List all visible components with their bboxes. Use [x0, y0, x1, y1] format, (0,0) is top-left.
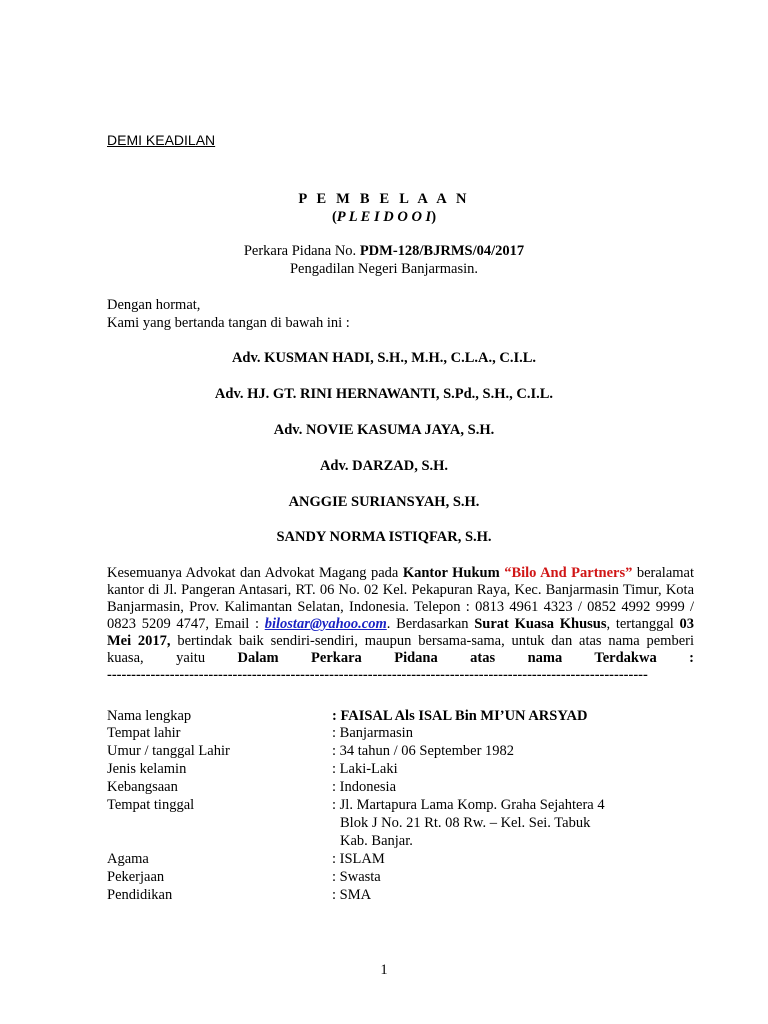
- identity-value: : FAISAL Als ISAL Bin MI’UN ARSYAD: [332, 708, 588, 724]
- advocate-name: ANGGIE SURIANSYAH, S.H.: [288, 494, 480, 510]
- advocate-name: Adv. DARZAD, S.H.: [319, 458, 449, 474]
- identity-row: [107, 743, 707, 761]
- identity-value: : Swasta: [332, 869, 381, 885]
- identity-label: Umur / tanggal Lahir: [107, 743, 230, 759]
- case-number-line: Perkara Pidana No. PDM-128/BJRMS/04/2017: [243, 243, 525, 259]
- advocate-name: Adv. HJ. GT. RINI HERNAWANTI, S.Pd., S.H., C.I.L.: [214, 386, 554, 402]
- identity-value: : SMA: [332, 887, 372, 903]
- identity-row: [107, 869, 707, 887]
- advocate-name: Adv. KUSMAN HADI, S.H., M.H., C.L.A., C.I.L.: [231, 350, 537, 366]
- identity-row: [107, 797, 707, 815]
- identity-label: Jenis kelamin: [107, 761, 187, 777]
- identity-value: : Indonesia: [332, 779, 397, 795]
- identity-row: [107, 708, 707, 726]
- identity-value: : Banjarmasin: [332, 725, 413, 741]
- identity-label: Pekerjaan: [107, 869, 165, 885]
- identity-row: [107, 887, 707, 905]
- mandate-paragraph: Kesemuanya Advokat dan Advokat Magang pada Kantor Hukum “Bilo And Partners” beralamat kantor di Jl. Pangeran Antasari, RT. 06 No. 02 Kel. Pekapuran Raya, Kec. Banjarmasin Timur, Kota Banjarmasin, Prov. Kalimantan Selatan, Indonesia. Telepon : 0813 4961 4323 / 0852 4992 9999 / 0823 5209 4747, Email : bilostar@yahoo.com. Berdasarkan Surat Kuasa Khusus, tertanggal 03 Mei 2017, bertindak baik sendiri-sendiri, maupun bersama-sama, untuk dan atas nama pemberi kuasa, yaitu Dalam Perkara Pidana atas nama Terdakwa : ----------------------------------------------------------------------------------------------------------------: [107, 565, 695, 683]
- identity-value: Kab. Banjar.: [340, 833, 413, 849]
- identity-value: : ISLAM: [332, 851, 385, 867]
- identity-row: [107, 761, 707, 779]
- identity-row: [107, 815, 707, 833]
- identity-row: [107, 851, 707, 869]
- identity-value: Blok J No. 21 Rt. 08 Rw. – Kel. Sei. Tabuk: [340, 815, 591, 831]
- advocate-name: Adv. NOVIE KASUMA JAYA, S.H.: [273, 422, 495, 438]
- identity-row: [107, 833, 707, 851]
- identity-value: : Jl. Martapura Lama Komp. Graha Sejahtera 4: [332, 797, 605, 813]
- identity-label: Tempat lahir: [107, 725, 181, 741]
- identity-row: [107, 725, 707, 743]
- identity-value: : Laki-Laki: [332, 761, 398, 777]
- identity-value: : 34 tahun / 06 September 1982: [332, 743, 515, 759]
- advocate-name: SANDY NORMA ISTIQFAR, S.H.: [276, 529, 492, 545]
- document-subtitle: (P L E I D O O I): [331, 209, 437, 225]
- page-number: 1: [380, 962, 388, 978]
- intro-text: Kami yang bertanda tangan di bawah ini :: [107, 315, 350, 331]
- court-name: Pengadilan Negeri Banjarmasin.: [289, 261, 479, 277]
- identity-label: Pendidikan: [107, 887, 173, 903]
- identity-label: Nama lengkap: [107, 708, 192, 724]
- identity-label: Tempat tinggal: [107, 797, 195, 813]
- document-heading: DEMI KEADILAN: [107, 132, 216, 148]
- document-title: P E M B E L A A N: [298, 191, 470, 207]
- identity-label: Kebangsaan: [107, 779, 178, 795]
- greeting: Dengan hormat,: [107, 297, 201, 313]
- identity-row: [107, 779, 707, 797]
- identity-label: Agama: [107, 851, 149, 867]
- email-link[interactable]: bilostar@yahoo.com: [264, 616, 387, 632]
